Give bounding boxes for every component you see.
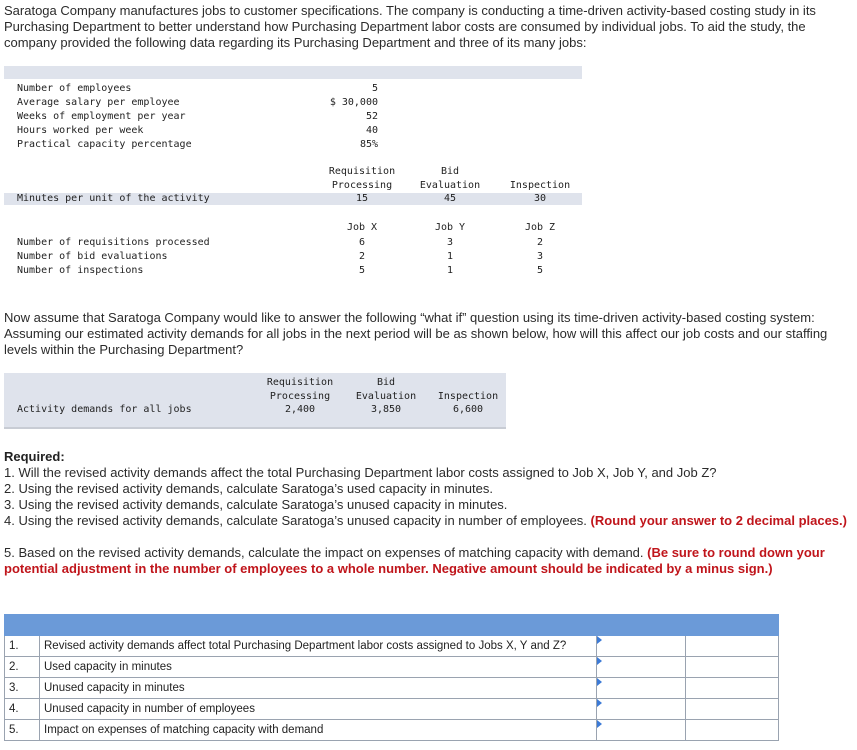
header-cell (40, 615, 597, 636)
required-item-2: 2. Using the revised activity demands, calculate Saratoga’s used capacity in minutes. (4, 481, 493, 496)
activity-header-inspection (500, 165, 580, 193)
row-number: 3. (5, 678, 40, 699)
demand-label: Activity demands for all jobs (17, 404, 192, 415)
header-line: Evaluation (355, 391, 417, 402)
row-description: Impact on expenses of matching capacity with demand (40, 720, 597, 741)
demand-header-requisition (258, 376, 342, 404)
job-z-column (500, 236, 580, 278)
row-description: Unused capacity in minutes (40, 678, 597, 699)
minutes-value: 45 (443, 193, 457, 204)
job-row-labels (17, 236, 210, 278)
row-label: Weeks of employment per year (17, 111, 186, 122)
table-header-bar (4, 66, 582, 79)
answer-input[interactable] (597, 699, 686, 720)
answer-table (4, 614, 779, 741)
cell: 3 (536, 251, 544, 262)
demand-value: 6,600 (452, 404, 484, 415)
table-row (5, 720, 779, 741)
activity-header-requisition (322, 165, 402, 193)
row-description: Revised activity demands affect total Purchasing Department labor costs assigned to Jobs X, Y and Z? (40, 636, 597, 657)
required-item-3: 3. Using the revised activity demands, calculate Saratoga’s unused capacity in minutes. (4, 497, 508, 512)
job-row-label: Number of requisitions processed (17, 237, 210, 248)
header-line: Processing (331, 180, 393, 191)
row-value: 85% (359, 139, 378, 150)
cell: 2 (358, 251, 366, 262)
header-line (428, 376, 508, 390)
row-value: 5 (371, 83, 378, 94)
input-flag-icon (597, 720, 602, 728)
row-number: 1. (5, 636, 40, 657)
cell: 1 (446, 265, 454, 276)
minutes-value: 15 (355, 193, 369, 204)
header-line: Requisition (266, 377, 334, 388)
required-item-5 (4, 545, 850, 577)
answer-input[interactable] (597, 678, 686, 699)
item-text: 4. Using the revised activity demands, calculate Saratoga’s unused capacity in number of employees. (4, 513, 591, 528)
cell: 5 (358, 265, 366, 276)
header-cell (5, 615, 40, 636)
item-note: (Be sure to round down your potential adjustment in the number of employees to a whole number. Negative amount should be indicated by a minus sign.) (4, 545, 825, 576)
activity-header-bid (410, 165, 490, 193)
job-row-label: Number of inspections (17, 265, 144, 276)
header-line (500, 165, 580, 179)
header-line: Evaluation (419, 180, 481, 191)
cell: 5 (536, 265, 544, 276)
header-line: Bid (376, 377, 396, 388)
intro-text: Saratoga Company manufactures jobs to customer specifications. The company is conducting a time-driven activity-based costing study in its Purchasing Department to better understand how Purchasing Department labor costs are consumed by individual jobs. To aid the study, the company provided the following data regarding its Purchasing Department and three of its many jobs: (4, 3, 816, 50)
answer-table-header (5, 615, 779, 636)
empty-cell (686, 657, 779, 678)
required-item-1: 1. Will the revised activity demands affect the total Purchasing Department labor costs assigned to Job X, Job Y, and Job Z? (4, 465, 717, 480)
minutes-value: 30 (533, 193, 547, 204)
header-line: Requisition (328, 166, 396, 177)
job-x-column (322, 236, 402, 278)
required-item-4 (4, 513, 850, 529)
header-cell (597, 615, 686, 636)
row-label: Average salary per employee (17, 97, 180, 108)
cell: 2 (536, 237, 544, 248)
item-text: 5. Based on the revised activity demands, calculate the impact on expenses of matching capacity with demand. (4, 545, 648, 560)
table-row (5, 678, 779, 699)
row-description: Used capacity in minutes (40, 657, 597, 678)
job-header: Job Y (434, 222, 466, 233)
table-row (5, 699, 779, 720)
table-row (5, 636, 779, 657)
answer-input[interactable] (597, 720, 686, 741)
row-number: 5. (5, 720, 40, 741)
input-flag-icon (597, 678, 602, 686)
header-line: Inspection (437, 391, 499, 402)
row-label: Number of employees (17, 83, 132, 94)
data-table-values (300, 82, 378, 152)
minutes-label: Minutes per unit of the activity (17, 193, 210, 204)
cell: 1 (446, 251, 454, 262)
empty-cell (686, 720, 779, 741)
row-label: Practical capacity percentage (17, 139, 192, 150)
table-row (5, 657, 779, 678)
cell: 3 (446, 237, 454, 248)
demand-value: 3,850 (370, 404, 402, 415)
input-flag-icon (597, 636, 602, 644)
row-value: $ 30,000 (329, 97, 378, 108)
assume-text: Now assume that Saratoga Company would like to answer the following “what if” question using its time-driven activity-based costing system: Assuming our estimated activity demands for all jobs in the next period will be as shown below, how will this affect our job costs and our staffing levels within the Purchasing Department? (4, 310, 828, 357)
row-value: 52 (365, 111, 378, 122)
row-number: 4. (5, 699, 40, 720)
empty-cell (686, 678, 779, 699)
header-line: Inspection (509, 180, 571, 191)
header-cell (686, 615, 779, 636)
header-line: Bid (440, 166, 460, 177)
cell: 6 (358, 237, 366, 248)
job-header: Job Z (524, 222, 556, 233)
job-row-label: Number of bid evaluations (17, 251, 168, 262)
demand-header-bid (346, 376, 426, 404)
input-flag-icon (597, 657, 602, 665)
data-table-labels (17, 82, 192, 152)
item-note: (Round your answer to 2 decimal places.) (590, 513, 847, 528)
row-value: 40 (365, 125, 378, 136)
job-y-column (410, 236, 490, 278)
demand-header-inspection (428, 376, 508, 404)
row-label: Hours worked per week (17, 125, 144, 136)
answer-select[interactable] (597, 636, 686, 657)
required-title: Required: (4, 449, 65, 464)
job-header: Job X (346, 222, 378, 233)
row-number: 2. (5, 657, 40, 678)
input-flag-icon (597, 699, 602, 707)
empty-cell (686, 636, 779, 657)
demand-table-divider (4, 427, 506, 429)
demand-value: 2,400 (284, 404, 316, 415)
empty-cell (686, 699, 779, 720)
answer-input[interactable] (597, 657, 686, 678)
header-line: Processing (269, 391, 331, 402)
row-description: Unused capacity in number of employees (40, 699, 597, 720)
